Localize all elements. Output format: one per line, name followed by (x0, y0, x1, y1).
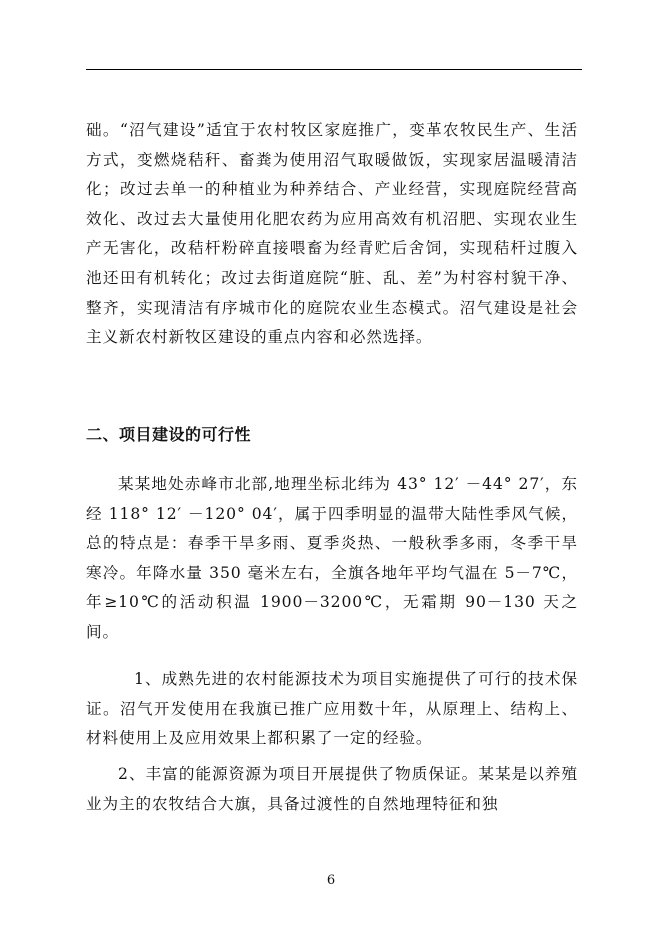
paragraph-technology-guarantee: 1、成熟先进的农村能源技术为项目实施提供了可行的技术保证。沼气开发使用在我旗已推广应用数十年，从原理上、结构上、材料使用上及应用效果上都积累了一定的经验。 (86, 670, 578, 748)
paragraph-geography-climate: 某某地处赤峰市北部,地理坐标北纬为 43° 12′ －44° 27′，东经 118° 12′ －120° 04′，属于四季明显的温带大陆性季风气候，总的特点是：春季干旱多雨、夏季炎热、一般秋季多雨，冬季干旱寒冷。年降水量 350 毫米左右，全旗各地年平均气温在 5－7℃，年≥10℃的活动积温 1900－3200℃，无霜期 90－130 天之间。 (86, 475, 578, 641)
page-number: 6 (326, 873, 336, 888)
paragraph-biogas-benefits: 础。“沼气建设”适宜于农村牧区家庭推广，变革农牧民生产、生活方式，变燃烧秸秆、畜粪为使用沼气取暖做饭，实现家居温暖清洁化；改过去单一的种植业为种养结合、产业经营，实现庭院经营高效化、改过去大量使用化肥农药为应用高效有机沼肥、实现农业生产无害化，改秸杆粉碎直接喂畜为经青贮后舍饲，实现秸杆过腹入池还田有机转化；改过去街道庭院“脏、乱、差”为村容村貌干净、整齐，实现清洁有序城市化的庭院农业生态模式。沼气建设是社会主义新农村新牧区建设的重点内容和必然选择。 (86, 121, 578, 347)
header-rule (86, 69, 582, 70)
section-heading-feasibility: 二、项目建设的可行性 (86, 425, 252, 444)
paragraph-resource-guarantee: 2、丰富的能源资源为项目开展提供了物质保证。某某是以养殖业为主的农牧结合大旗，具备过渡性的自然地理特征和独 (86, 765, 578, 813)
